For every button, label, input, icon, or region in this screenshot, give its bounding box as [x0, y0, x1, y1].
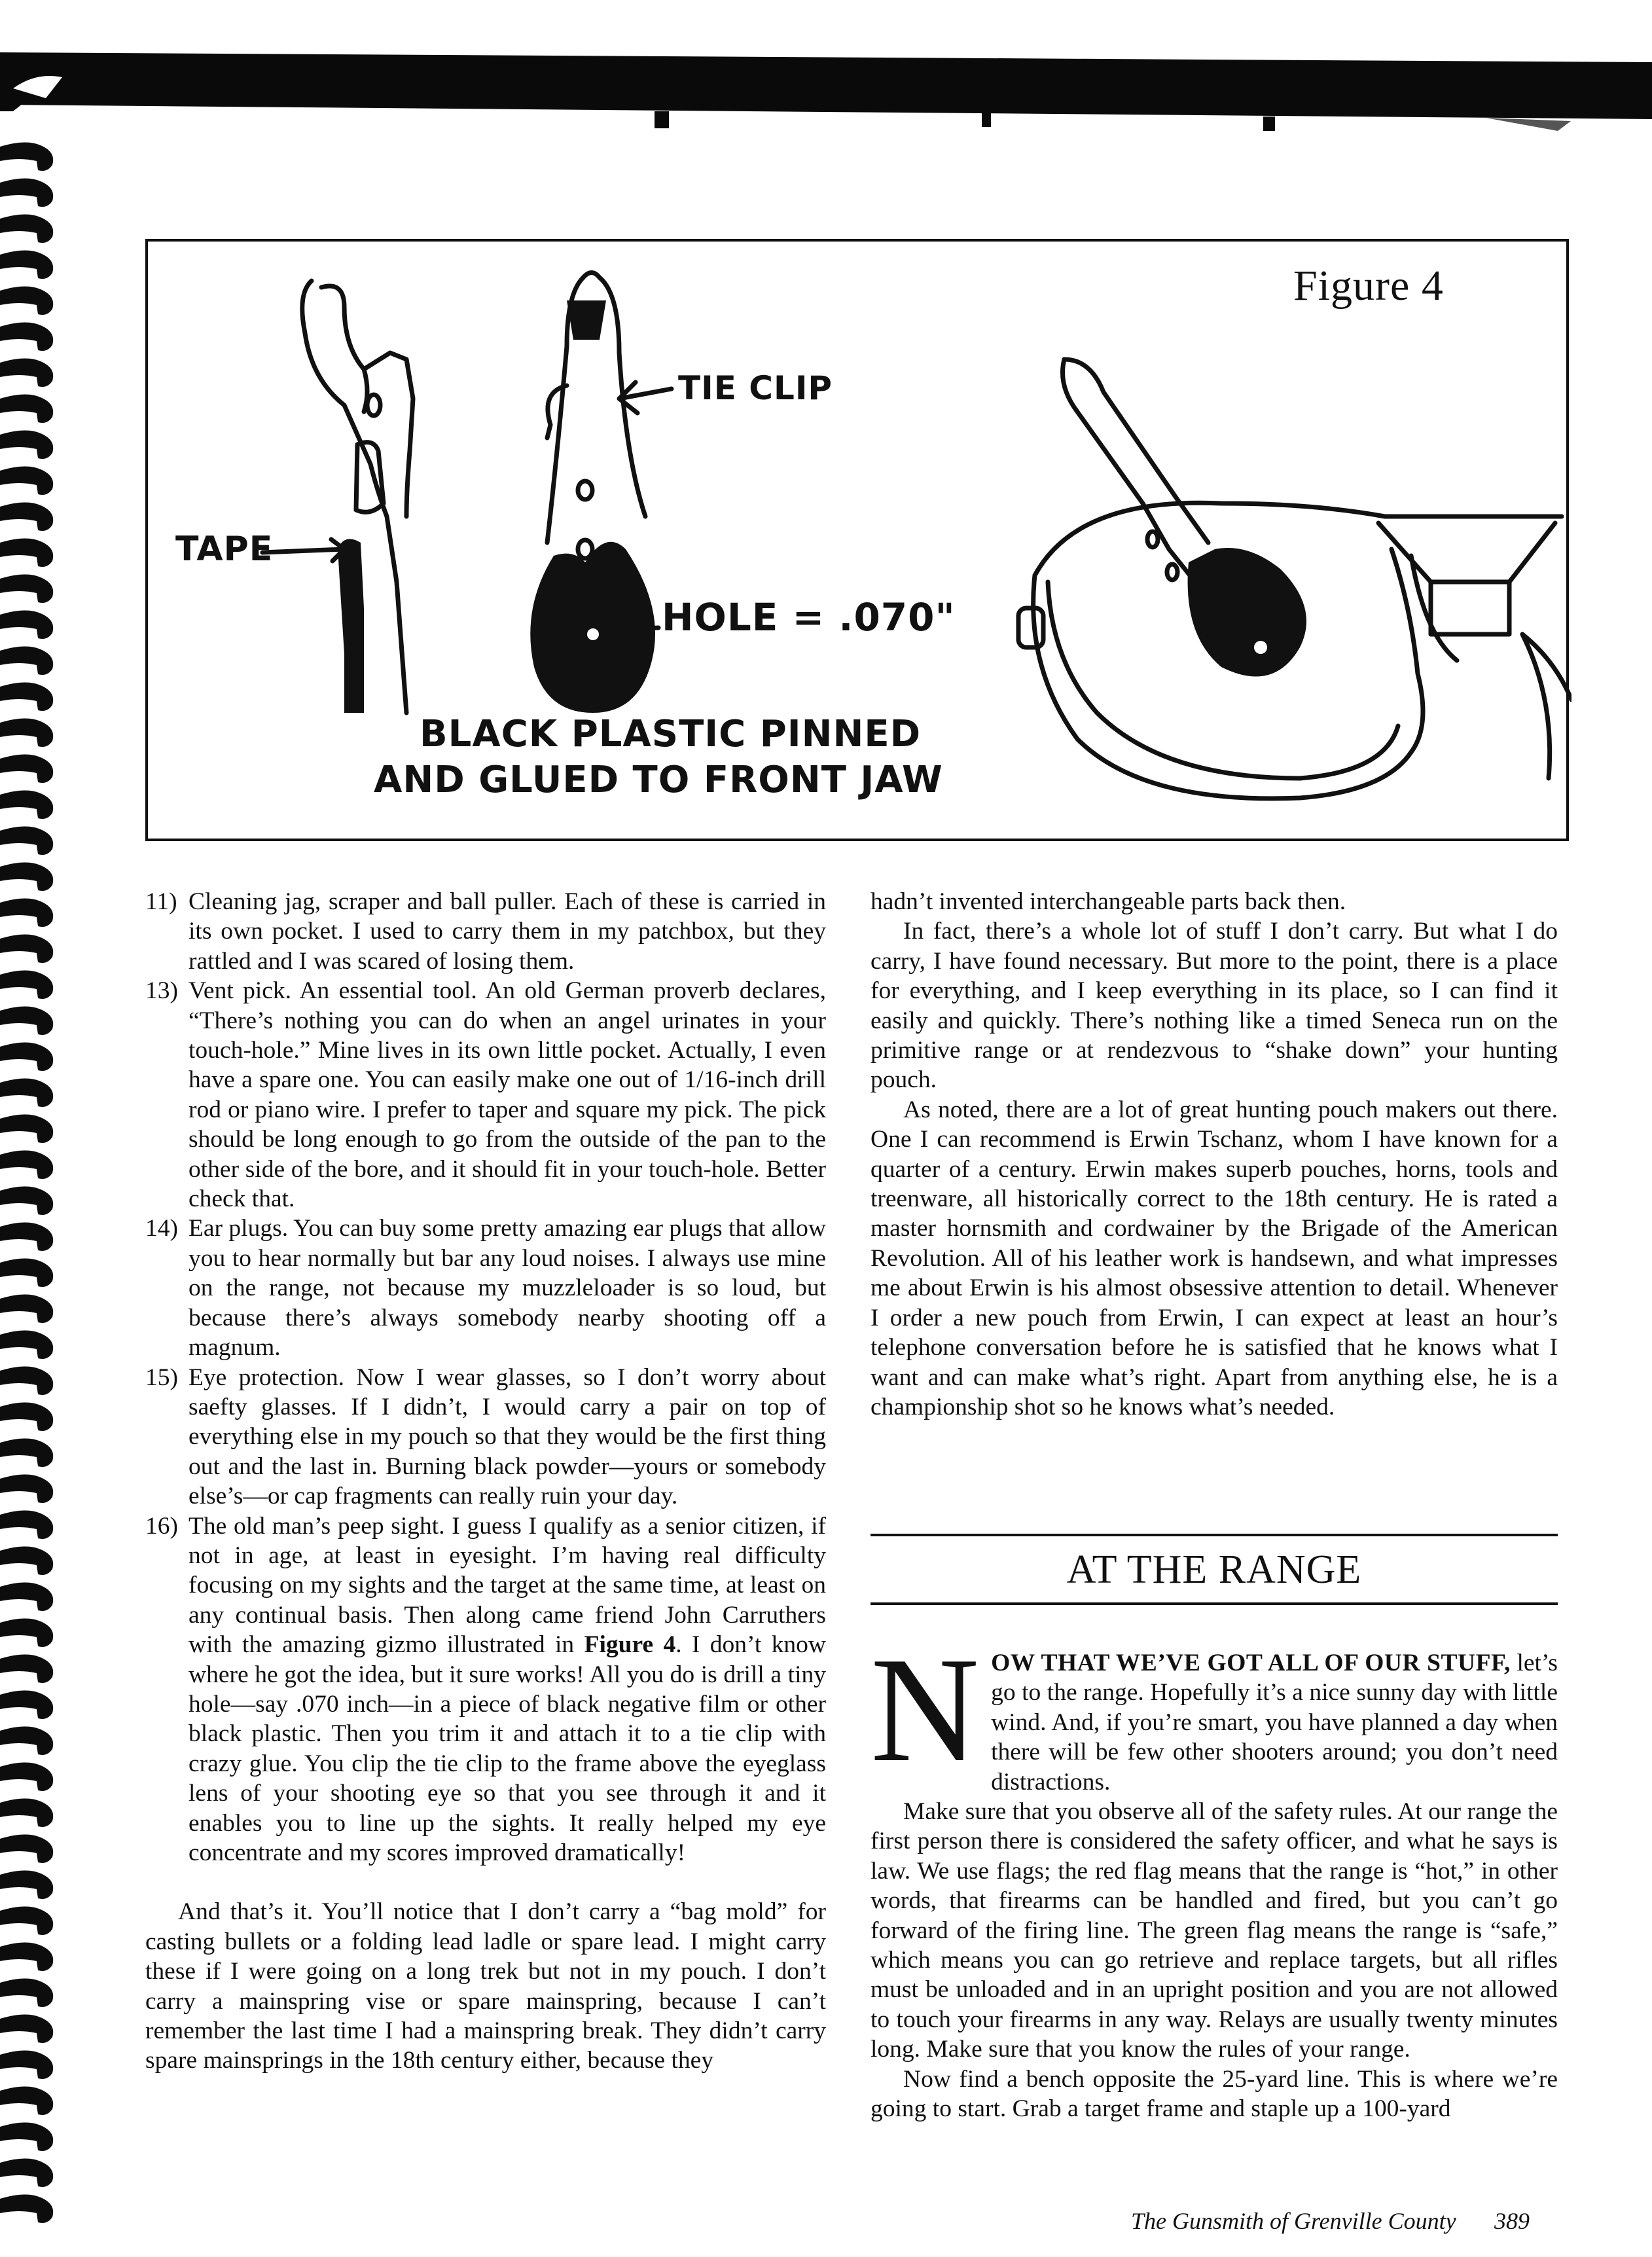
item-text: Eye protection. Now I wear glasses, so I don’t worry about saefty glasses. If I didn’t, I would carry a pair on top of everything else in my pouch so that they would be the first thing out and the last in. Burning black powder—yours or somebody else’s—or cap fragments can really ruin your day.: [189, 1363, 826, 1510]
item-number: 14): [145, 1215, 178, 1242]
binding-loop: [0, 2194, 53, 2223]
lead-text: let’s go to the range. Hopefully it’s a nice sunny day with little wind. And, if you’re smart, you have planned a day when there will be few other shooters around; you don’t need distractions.: [991, 1650, 1558, 1796]
binding-loop: [0, 826, 53, 855]
list-item-peep-sight: [145, 1511, 826, 1868]
page-number: 389: [1494, 2208, 1530, 2234]
binding-loop: [0, 718, 53, 747]
figure-caption-line-2: AND GLUED TO FRONT JAW: [374, 759, 943, 801]
item-text: The old man’s peep sight. I guess I qualify as a senior citizen, if not in age, at least in eyesight. I’m having real difficulty focusing on my sights and the target at the same time, at least on any continual basis. Then along came friend John Carruthers with the amazing gizmo illustrated in: [189, 1512, 826, 1659]
drop-cap: N: [871, 1626, 980, 1793]
figure-4: [145, 239, 1569, 841]
binding-loop: [0, 1582, 53, 1611]
paragraph: Make sure that you observe all of the safety rules. At our range the first person there is considered the safety officer, and what he says is law. We use flags; the red flag means that the range is “hot,” in other words, that firearms can be handled and fired, but you can’t go forward of the firing line. The green flag means the range is “safe,” which means you can go retrieve and replace targets, but all rifles must be unloaded and in an upright position and you are not allowed to touch your firearms in any way. Relays are usually twenty minutes long. Make sure that you know the rules of your range.: [871, 1798, 1558, 2063]
paragraph: Now find a bench opposite the 25-yard line. This is where we’re going to start. Grab a target frame and staple up a 100-yard: [871, 2065, 1558, 2123]
section-heading: AT THE RANGE: [1066, 1547, 1362, 1592]
binding-loop: [0, 142, 53, 171]
item-number: 15): [145, 1363, 178, 1391]
item-number: 13): [145, 977, 178, 1005]
binding-loop: [0, 322, 53, 351]
binding-loop: [0, 1834, 53, 1863]
binding-loop: [0, 2158, 53, 2187]
binding-loop: [0, 2014, 53, 2043]
binding-loop: [0, 1870, 53, 1899]
binding-loop: [0, 682, 53, 711]
closing-paragraph: And that’s it. You’ll notice that I don’t carry a “bag mold” for casting bullets or a folding lead ladle or spare lead. I might carry these if I were going on a long trek but not in my pouch. I don’t carry a mainspring vise or spare mainspring, because I can’t remember the last time I had a mainspring break. They didn’t carry spare mainsprings in the 18th century either, because they: [145, 1898, 826, 2074]
binding-loop: [0, 790, 53, 819]
right-column: [871, 887, 1558, 1422]
binding-loop: [0, 250, 53, 279]
binding-loop: [0, 2050, 53, 2079]
section-rule-top: [871, 1534, 1558, 1536]
header-band: [0, 0, 1652, 137]
binding-loop: [0, 430, 53, 459]
item-number: 11): [145, 888, 177, 915]
binding-loop: [0, 610, 53, 639]
binding-loop: [0, 934, 53, 963]
binding-loop: [0, 862, 53, 891]
binding-loop: [0, 286, 53, 315]
binding-loop: [0, 754, 53, 783]
figure-reference: Figure 4: [584, 1631, 676, 1659]
range-lead-paragraph: [871, 1626, 1558, 1797]
tape-label: TAPE: [175, 530, 274, 569]
binding-loop: [0, 1330, 53, 1359]
binding-loop: [0, 1366, 53, 1395]
item-number: 16): [145, 1512, 178, 1540]
binding-loop: [0, 1186, 53, 1215]
binding-loop: [0, 1618, 53, 1647]
item-text: Ear plugs. You can buy some pretty amazing ear plugs that allow you to hear normally but bar any loud noises. I always use mine on the range, not because my muzzleloader is so loud, but because there’s always somebody nearby shooting off a magnum.: [189, 1215, 826, 1362]
binding-loop: [0, 1690, 53, 1719]
hole-size-label: HOLE = .070": [662, 595, 956, 640]
binding-loop: [0, 178, 53, 207]
binding-loop: [0, 358, 53, 387]
binding-loop: [0, 1438, 53, 1467]
figure-title: Figure 4: [1293, 262, 1444, 310]
binding-loop: [0, 646, 53, 675]
range-section-text: [871, 1626, 1558, 2124]
continuation-paragraph: hadn’t invented interchangeable parts back then.: [871, 888, 1346, 915]
binding-loop: [0, 1294, 53, 1323]
binding-loop: [0, 2122, 53, 2151]
binding-loop: [0, 394, 53, 423]
binding-loop: [0, 1510, 53, 1539]
left-column: [145, 887, 826, 2076]
binding-loop: [0, 1474, 53, 1503]
paragraph: In fact, there’s a whole lot of stuff I don’t carry. But what I do carry, I have found necessary. But more to the point, there is a place for everything, and I keep everything in its place, so I can find it easily and quickly. There’s nothing like a timed Seneca run on the primitive range or at rendezvous to “shake down” your hunting pouch.: [871, 918, 1558, 1094]
binding-loop: [0, 538, 53, 567]
running-footer-title: The Gunsmith of Grenville County: [1131, 2208, 1456, 2234]
figure-caption-line-1: BLACK PLASTIC PINNED: [420, 713, 922, 755]
binding-loop: [0, 898, 53, 927]
list-item: [145, 976, 826, 1214]
paragraph: As noted, there are a lot of great hunting pouch makers out there. One I can recommend is Erwin Tschanz, whom I have known for a quarter of a century. Erwin makes superb pouches, horns, tools and treenware, all historically correct to the 18th century. He is rated a master hornsmith and cordwainer by the Brigade of the American Revolution. All of his leather work is handsewn, and what impresses me about Erwin is his almost obsessive attention to detail. Whenever I order a new pouch from Erwin, I can expect at least an hour’s telephone conversation before he is satisfied that he knows what I want and can make what’s right. Apart from anything else, he is a championship shot so he knows what’s needed.: [871, 1096, 1558, 1420]
binding-loop: [0, 1546, 53, 1575]
list-item: [145, 1363, 826, 1511]
binding-loop: [0, 574, 53, 603]
binding-loop: [0, 1798, 53, 1827]
spiral-binding: [0, 131, 65, 2257]
binding-loop: [0, 1006, 53, 1035]
binding-loop: [0, 1258, 53, 1287]
section-rule-bottom: [871, 1602, 1558, 1605]
binding-loop: [0, 1222, 53, 1251]
binding-loop: [0, 2086, 53, 2115]
binding-loop: [0, 1042, 53, 1071]
list-item: [145, 1214, 826, 1362]
lead-in-caps: OW THAT WE’VE GOT ALL OF OUR STUFF,: [991, 1650, 1511, 1676]
tie-clip-label: TIE CLIP: [678, 369, 833, 407]
binding-loop: [0, 1726, 53, 1755]
binding-loop: [0, 1078, 53, 1107]
binding-loop: [0, 1402, 53, 1431]
item-text-continued: . I don’t know where he got the idea, but it sure works! All you do is drill a tiny hole—say .070 inch—in a piece of black negative film or other black plastic. Then you trim it and attach it to a tie clip with crazy glue. You clip the tie clip to the frame above the eyeglass lens of your shooting eye so that you see through it and it enables you to line up the sights. It really helped my eye concentrate and my scores improved dramatically!: [189, 1631, 826, 1866]
binding-loop: [0, 1654, 53, 1683]
binding-loop: [0, 214, 53, 243]
binding-loop: [0, 1114, 53, 1143]
item-text: Vent pick. An essential tool. An old German proverb declares, “There’s nothing you can do when an angel urinates in your touch-hole.” Mine lives in its own little pocket. Actually, I even have a spare one. You can easily make one out of 1/16-inch drill rod or piano wire. I prefer to taper and square my pick. The pick should be long enough to go from the outside of the pan to the other side of the bore, and it should fit in your touch-hole. Better check that.: [189, 977, 826, 1213]
binding-loop: [0, 1906, 53, 1935]
binding-loop: [0, 1942, 53, 1971]
binding-loop: [0, 502, 53, 531]
binding-loop: [0, 1762, 53, 1791]
binding-loop: [0, 970, 53, 999]
binding-loop: [0, 466, 53, 495]
binding-loop: [0, 1150, 53, 1179]
list-item: [145, 887, 826, 976]
item-text: Cleaning jag, scraper and ball puller. Each of these is carried in its own pocket. I used to carry them in my patchbox, but they rattled and I was scared of losing them.: [189, 888, 826, 975]
binding-loop: [0, 1978, 53, 2007]
